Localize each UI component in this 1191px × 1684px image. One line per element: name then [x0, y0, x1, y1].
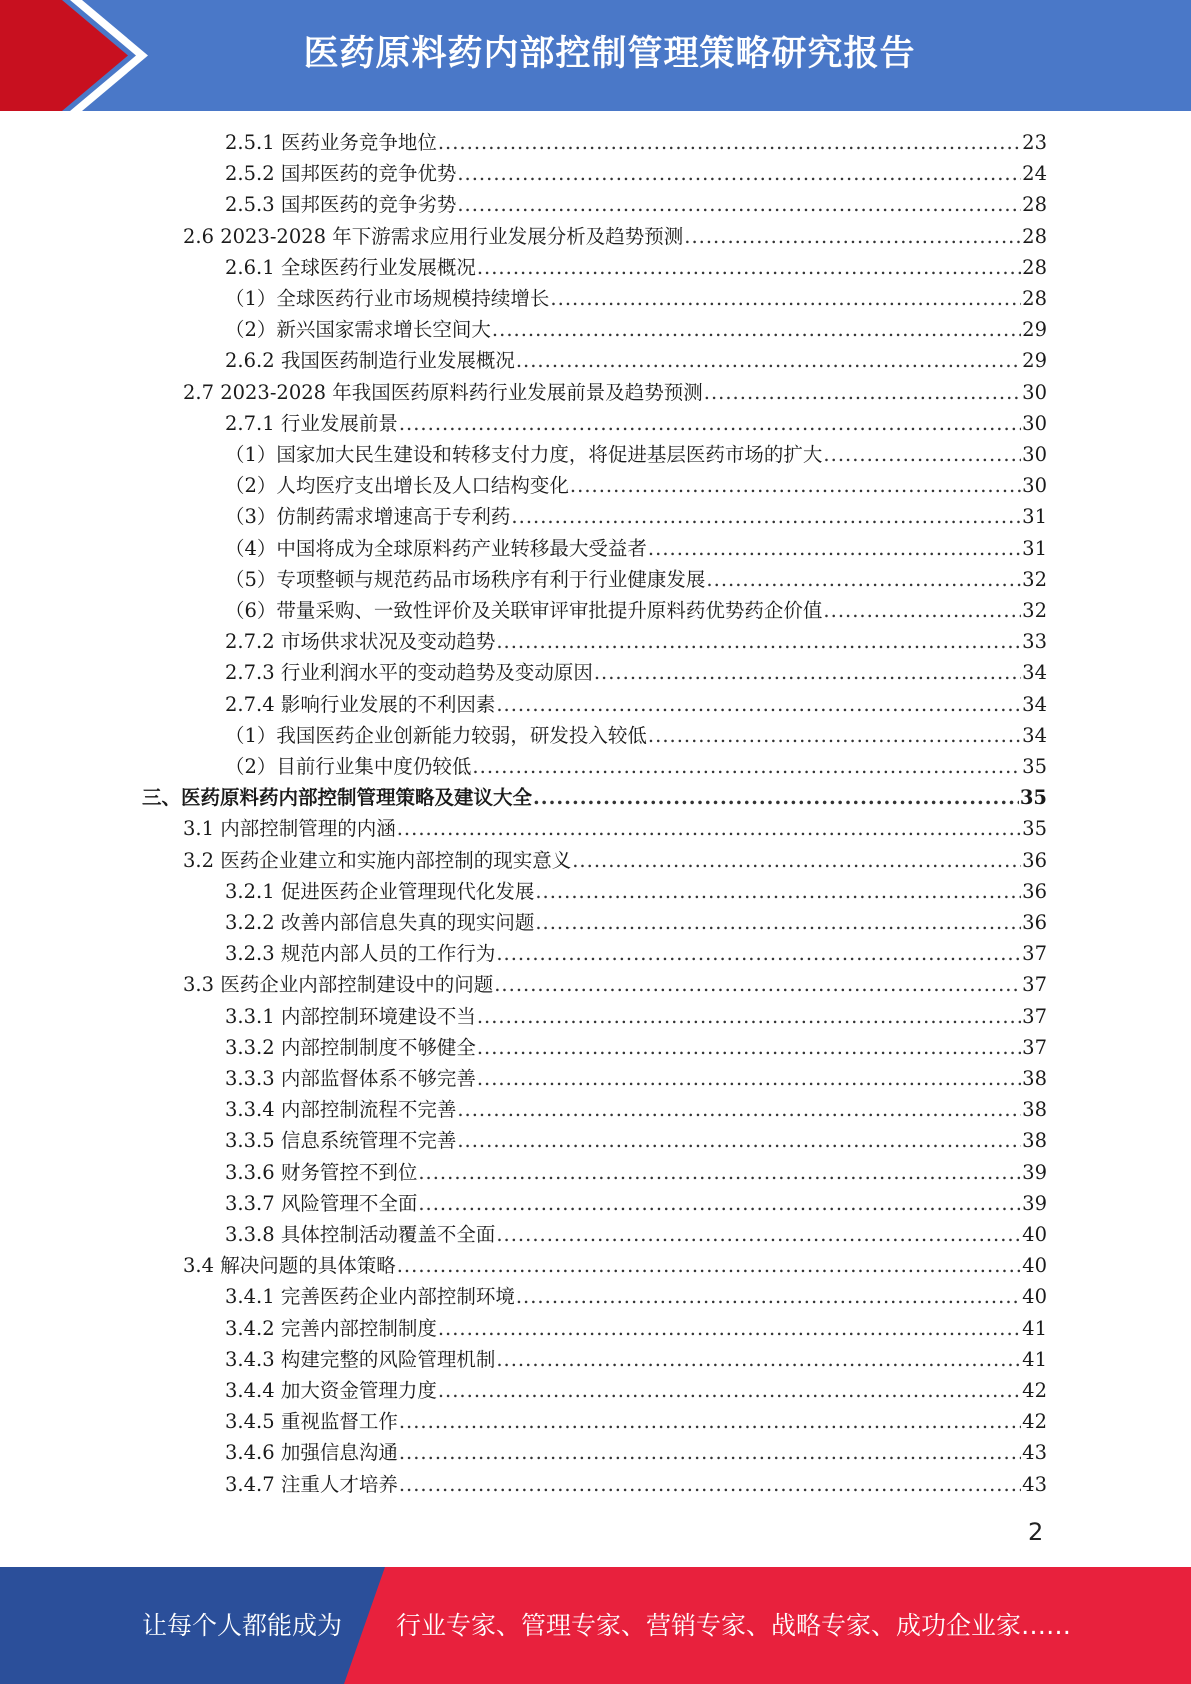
- toc-dot-leader: [511, 501, 1021, 532]
- toc-entry-title: 3.2 医药企业建立和实施内部控制的现实意义: [183, 848, 572, 872]
- toc-entry[interactable]: [183, 845, 1047, 876]
- toc-entry[interactable]: [225, 751, 1047, 782]
- toc-entry[interactable]: [142, 782, 1047, 813]
- toc-dot-leader: [572, 845, 1021, 876]
- toc-entry-page: 36: [1022, 879, 1047, 903]
- toc-entry-page: 39: [1022, 1160, 1047, 1184]
- toc-dot-leader: [496, 626, 1021, 657]
- toc-entry[interactable]: [225, 314, 1047, 345]
- toc-dot-leader: [477, 1001, 1021, 1032]
- toc-entry[interactable]: [225, 252, 1047, 283]
- toc-entry[interactable]: [225, 1469, 1047, 1500]
- toc-entry[interactable]: [225, 595, 1047, 626]
- toc-entry-page: 35: [1022, 755, 1047, 778]
- toc-entry-title: 三、医药原料药内部控制管理策略及建议大全: [142, 786, 533, 810]
- toc-entry-page: 30: [1022, 474, 1047, 498]
- toc-dot-leader: [477, 1032, 1021, 1063]
- toc-entry[interactable]: [225, 1063, 1047, 1094]
- toc-entry-page: 40: [1022, 1285, 1047, 1309]
- toc-entry[interactable]: [225, 1281, 1047, 1312]
- toc-entry[interactable]: [183, 377, 1047, 408]
- toc-dot-leader: [706, 564, 1021, 595]
- toc-dot-leader: [438, 1313, 1021, 1344]
- toc-entry-page: 24: [1022, 162, 1047, 186]
- toc-entry[interactable]: [225, 1219, 1047, 1250]
- toc-entry-page: 34: [1022, 723, 1047, 747]
- toc-entry[interactable]: [225, 626, 1047, 657]
- toc-entry[interactable]: [225, 408, 1047, 439]
- toc-entry-title: 2.6.2 我国医药制造行业发展概况: [225, 349, 515, 373]
- toc-entry-title: 3.2.2 改善内部信息失真的现实问题: [225, 911, 535, 934]
- toc-entry-page: 40: [1022, 1223, 1047, 1246]
- toc-dot-leader: [418, 1157, 1021, 1188]
- toc-entry-title: 3.4.5 重视监督工作: [225, 1410, 398, 1434]
- header-banner: [0, 0, 1191, 111]
- toc-entry-title: 3.4.4 加大资金管理力度: [225, 1379, 437, 1402]
- toc-entry-page: 28: [1022, 255, 1047, 279]
- toc-entry-title: （3）仿制药需求增速高于专利药: [225, 505, 511, 529]
- toc-entry-page: 37: [1022, 1035, 1047, 1059]
- toc-entry[interactable]: [225, 158, 1047, 189]
- toc-entry[interactable]: [225, 907, 1047, 938]
- toc-entry-page: 28: [1022, 193, 1047, 217]
- toc-entry-title: （5）专项整顿与规范药品市场秩序有利于行业健康发展: [225, 567, 706, 591]
- toc-entry-page: 34: [1022, 661, 1047, 685]
- toc-entry-title: 3.2.1 促进医药企业管理现代化发展: [225, 879, 535, 903]
- toc-entry-title: （1）我国医药企业创新能力较弱，研发投入较低: [225, 723, 647, 747]
- toc-entry[interactable]: [225, 1313, 1047, 1344]
- toc-dot-leader: [492, 314, 1021, 345]
- toc-dot-leader: [704, 377, 1021, 408]
- toc-dot-leader: [472, 751, 1021, 782]
- toc-entry-title: 3.4.3 构建完整的风险管理机制: [225, 1347, 496, 1371]
- toc-dot-leader: [438, 1375, 1021, 1406]
- toc-entry[interactable]: [225, 1344, 1047, 1375]
- toc-dot-leader: [648, 720, 1021, 751]
- toc-entry-title: 2.5.1 医药业务竞争地位: [225, 131, 437, 154]
- toc-entry[interactable]: [183, 1250, 1047, 1281]
- toc-entry-page: 29: [1022, 318, 1047, 342]
- toc-entry[interactable]: [225, 1157, 1047, 1188]
- toc-entry-title: 2.6 2023-2028 年下游需求应用行业发展分析及趋势预测: [183, 224, 684, 248]
- toc-entry-title: 3.1 内部控制管理的内涵: [183, 817, 396, 841]
- toc-entry-title: 2.5.2 国邦医药的竞争优势: [225, 162, 457, 186]
- toc-entry[interactable]: [225, 689, 1047, 720]
- toc-dot-leader: [477, 1063, 1021, 1094]
- toc-entry[interactable]: [225, 938, 1047, 969]
- toc-entry-page: 42: [1022, 1379, 1047, 1402]
- toc-dot-leader: [535, 876, 1021, 907]
- toc-entry-page: 41: [1022, 1347, 1047, 1371]
- toc-entry[interactable]: [225, 470, 1047, 501]
- toc-dot-leader: [457, 158, 1021, 189]
- toc-entry[interactable]: [225, 439, 1047, 470]
- toc-dot-leader: [397, 813, 1021, 844]
- toc-entry-page: 33: [1022, 630, 1047, 654]
- toc-entry-page: 30: [1022, 411, 1047, 435]
- toc-dot-leader: [533, 782, 1019, 813]
- report-title: 医药原料药内部控制管理策略研究报告: [303, 34, 916, 74]
- toc-entry-title: 3.4 解决问题的具体策略: [183, 1254, 396, 1278]
- toc-entry-title: 3.4.7 注重人才培养: [225, 1472, 398, 1496]
- toc-dot-leader: [594, 657, 1021, 688]
- toc-entry[interactable]: [225, 501, 1047, 532]
- toc-entry-title: 3.3.1 内部控制环境建设不当: [225, 1004, 476, 1028]
- toc-entry[interactable]: [183, 813, 1047, 844]
- page-number: 2: [1028, 1518, 1044, 1546]
- toc-entry-page: 34: [1022, 692, 1047, 716]
- toc-entry-page: 28: [1022, 287, 1047, 310]
- toc-entry-page: 31: [1022, 505, 1047, 529]
- toc-entry[interactable]: [225, 1437, 1047, 1468]
- toc-dot-leader: [516, 1281, 1021, 1312]
- toc-entry-page: 29: [1022, 349, 1047, 373]
- toc-entry-title: 3.3.6 财务管控不到位: [225, 1160, 418, 1184]
- toc-entry-title: 3.3.8 具体控制活动覆盖不全面: [225, 1223, 496, 1246]
- toc-entry-page: 23: [1022, 131, 1047, 154]
- toc-entry[interactable]: [225, 1001, 1047, 1032]
- toc-entry-page: 37: [1022, 973, 1047, 997]
- footer-roles: 行业专家、管理专家、营销专家、战略专家、成功企业家……: [396, 1611, 1072, 1640]
- toc-dot-leader: [457, 1094, 1021, 1125]
- toc-entry-page: 36: [1022, 848, 1047, 872]
- toc-entry[interactable]: [225, 720, 1047, 751]
- toc-entry-page: 28: [1022, 224, 1047, 248]
- toc-entry[interactable]: [225, 345, 1047, 376]
- toc-entry-page: 31: [1022, 536, 1047, 560]
- toc-entry-page: 38: [1022, 1067, 1047, 1090]
- toc-dot-leader: [399, 1469, 1021, 1500]
- toc-entry[interactable]: [225, 1375, 1047, 1406]
- toc-entry-title: 3.3.5 信息系统管理不完善: [225, 1129, 457, 1153]
- toc-entry-page: 36: [1022, 911, 1047, 934]
- toc-entry-page: 39: [1022, 1191, 1047, 1215]
- toc-dot-leader: [648, 533, 1021, 564]
- footer-banner: [0, 1567, 1191, 1684]
- toc-entry-title: 3.3.7 风险管理不全面: [225, 1191, 418, 1215]
- toc-dot-leader: [494, 969, 1021, 1000]
- toc-dot-leader: [823, 439, 1021, 470]
- toc-entry-page: 32: [1022, 599, 1047, 622]
- toc-entry-title: （6）带量采购、一致性评价及关联审评审批提升原料药优势药企价值: [225, 599, 823, 622]
- toc-entry-page: 37: [1022, 942, 1047, 966]
- toc-entry-page: 38: [1022, 1129, 1047, 1153]
- toc-dot-leader: [823, 595, 1021, 626]
- toc-entry-page: 43: [1022, 1441, 1047, 1465]
- toc-entry-page: 32: [1022, 567, 1047, 591]
- toc-dot-leader: [457, 189, 1021, 220]
- toc-entry[interactable]: [225, 127, 1047, 158]
- toc-entry-title: 3.2.3 规范内部人员的工作行为: [225, 942, 496, 966]
- toc-entry-title: 3.3.3 内部监督体系不够完善: [225, 1067, 476, 1090]
- toc-entry[interactable]: [225, 564, 1047, 595]
- toc-entry-title: （4）中国将成为全球原料药产业转移最大受益者: [225, 536, 647, 560]
- toc-entry-title: 3.3.4 内部控制流程不完善: [225, 1098, 457, 1122]
- toc-dot-leader: [438, 127, 1021, 158]
- footer-slogan: 让每个人都能成为: [142, 1611, 343, 1640]
- toc-dot-leader: [477, 252, 1021, 283]
- toc-entry[interactable]: [225, 657, 1047, 688]
- toc-entry-title: 3.4.1 完善医药企业内部控制环境: [225, 1285, 515, 1309]
- toc-entry-title: 2.7.2 市场供求状况及变动趋势: [225, 630, 496, 654]
- toc-dot-leader: [399, 1437, 1021, 1468]
- toc-entry[interactable]: [225, 1188, 1047, 1219]
- toc-dot-leader: [496, 1219, 1021, 1250]
- toc-entry-title: 2.7.3 行业利润水平的变动趋势及变动原因: [225, 661, 593, 685]
- toc-entry-title: 2.7.4 影响行业发展的不利因素: [225, 692, 496, 716]
- toc-entry-page: 30: [1022, 380, 1047, 404]
- toc-dot-leader: [418, 1188, 1021, 1219]
- toc-entry[interactable]: [225, 1032, 1047, 1063]
- toc-entry-title: 3.3 医药企业内部控制建设中的问题: [183, 973, 494, 997]
- toc-entry-page: 30: [1022, 443, 1047, 466]
- toc-dot-leader: [570, 470, 1021, 501]
- toc-entry[interactable]: [225, 533, 1047, 564]
- toc-entry-page: 40: [1022, 1254, 1047, 1278]
- toc-entry[interactable]: [225, 876, 1047, 907]
- toc-entry-title: 3.4.6 加强信息沟通: [225, 1441, 398, 1465]
- toc-entry-page: 35: [1022, 817, 1047, 841]
- toc-entry-page: 35: [1019, 786, 1047, 810]
- toc-entry-title: （1）国家加大民生建设和转移支付力度，将促进基层医药市场的扩大: [225, 443, 823, 466]
- toc-entry-title: （1）全球医药行业市场规模持续增长: [225, 287, 550, 310]
- toc-dot-leader: [535, 907, 1021, 938]
- toc-entry[interactable]: [225, 1125, 1047, 1156]
- toc-dot-leader: [550, 283, 1021, 314]
- toc-dot-leader: [496, 1344, 1021, 1375]
- toc-dot-leader: [399, 1406, 1021, 1437]
- toc-dot-leader: [684, 221, 1021, 252]
- toc-entry-page: 42: [1022, 1410, 1047, 1434]
- toc-dot-leader: [399, 408, 1021, 439]
- toc-entry-page: 41: [1022, 1316, 1047, 1340]
- toc-dot-leader: [496, 689, 1021, 720]
- toc-entry-title: （2）目前行业集中度仍较低: [225, 755, 472, 778]
- toc-entry[interactable]: [225, 189, 1047, 220]
- toc-dot-leader: [457, 1125, 1021, 1156]
- toc-entry[interactable]: [183, 221, 1047, 252]
- toc-entry-title: 3.3.2 内部控制制度不够健全: [225, 1035, 476, 1059]
- toc-entry-page: 37: [1022, 1004, 1047, 1028]
- toc-dot-leader: [397, 1250, 1021, 1281]
- toc-entry[interactable]: [225, 1094, 1047, 1125]
- toc-entry-title: 2.6.1 全球医药行业发展概况: [225, 255, 476, 279]
- toc-entry[interactable]: [225, 283, 1047, 314]
- toc-entry-page: 38: [1022, 1098, 1047, 1122]
- toc-entry[interactable]: [225, 1406, 1047, 1437]
- toc-entry-title: （2）新兴国家需求增长空间大: [225, 318, 491, 342]
- toc-entry-page: 43: [1022, 1472, 1047, 1496]
- toc-entry-title: 3.4.2 完善内部控制制度: [225, 1316, 437, 1340]
- toc-entry-title: 2.5.3 国邦医药的竞争劣势: [225, 193, 457, 217]
- toc-entry[interactable]: [183, 969, 1047, 1000]
- toc-dot-leader: [516, 345, 1021, 376]
- toc-entry-title: 2.7 2023-2028 年我国医药原料药行业发展前景及趋势预测: [183, 380, 703, 404]
- toc-entry-title: （2）人均医疗支出增长及人口结构变化: [225, 474, 569, 498]
- toc-entry-title: 2.7.1 行业发展前景: [225, 411, 398, 435]
- toc-dot-leader: [496, 938, 1021, 969]
